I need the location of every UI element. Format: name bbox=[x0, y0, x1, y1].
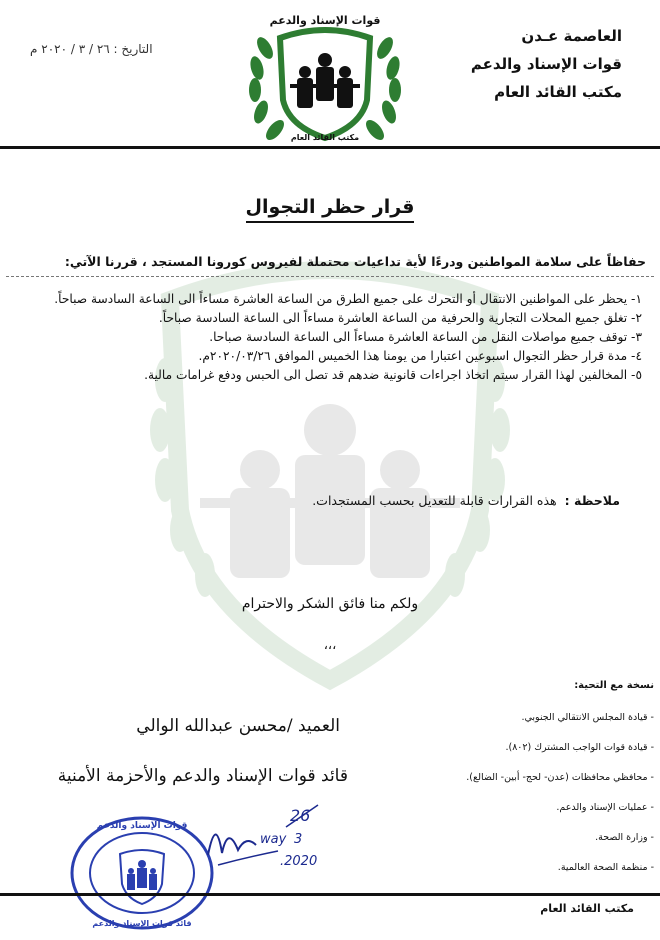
decision-item: ٣- توقف جميع مواصلات النقل من الساعة العاشرة مساءاً الى الساعة السادسة صباحا. bbox=[209, 330, 642, 344]
document-title: قرار حظر التجوال bbox=[246, 196, 415, 223]
organization-logo bbox=[235, 8, 415, 146]
closing-text: ولكم منا فائق الشكر والاحترام bbox=[241, 596, 419, 612]
svg-text:3: 3 bbox=[294, 832, 303, 847]
letterhead-block bbox=[422, 22, 622, 106]
note-text: هذه القرارات قابلة للتعديل بحسب المستجدات. bbox=[312, 493, 557, 508]
header-divider bbox=[0, 146, 660, 149]
svg-text:قائد قوات الإسناد والدعم: قائد قوات الإسناد والدعم bbox=[92, 919, 192, 928]
intro-underline bbox=[6, 276, 654, 278]
cc-item: - وزارة الصحة. bbox=[595, 832, 654, 843]
cc-list bbox=[324, 680, 654, 891]
signatory-title: قائد قوات الإسناد والدعم والأحزمة الأمنية bbox=[57, 766, 348, 786]
official-stamp bbox=[68, 814, 216, 932]
signatory-name: العميد /محسن عبدالله الوالي bbox=[136, 716, 340, 736]
footer-text: مكتب القائد العام bbox=[540, 902, 634, 915]
svg-text:.2020: .2020 bbox=[280, 854, 318, 869]
cc-item: - محافظي محافظات (عدن- لحج- أبين- الضالع). bbox=[466, 772, 654, 783]
closing-dots: ،،، bbox=[323, 638, 337, 653]
decision-item: ٢- تغلق جميع المحلات التجارية والحرفية من الساعة العاشرة مساءاً الى الساعة السادسة صباحاً. bbox=[158, 311, 642, 325]
note-label: ملاحظة : bbox=[564, 493, 620, 508]
letterhead-org: قوات الإسناد والدعم bbox=[470, 55, 622, 73]
document-title-wrap bbox=[0, 196, 660, 218]
letterhead-office: مكتب القائد العام bbox=[494, 83, 622, 101]
note-block bbox=[312, 493, 620, 508]
svg-text:way: way bbox=[260, 832, 287, 847]
document-date: التاريخ : ٢٦ / ٣ / ٢٠٢٠ م bbox=[30, 42, 153, 56]
svg-text:قوات الإسناد والدعم: قوات الإسناد والدعم bbox=[96, 821, 188, 831]
svg-text:قوات الإسناد والدعم: قوات الإسناد والدعم bbox=[269, 14, 381, 27]
letterhead-city: العاصمة عـدن bbox=[521, 27, 622, 45]
decision-item: ٥- المخالفين لهذا القرار سيتم اتخاذ اجراءات قانونية ضدهم قد تصل الى الحبس ودفع غرامات مالية. bbox=[144, 368, 642, 382]
svg-text:مكتب القائد العام: مكتب القائد العام bbox=[290, 133, 360, 142]
document-intro: حفاظاً على سلامة المواطنين ودرءًا لأية تداعيات محتملة لفيروس كورونا المستجد ، قررنا الآتي: bbox=[64, 254, 646, 269]
decision-item: ١- يحظر على المواطنين الانتقال أو التحرك على جميع الطرق من الساعة العاشرة مساءاً الى الساعة السادسة صباحاً. bbox=[54, 292, 642, 306]
cc-item: - قيادة قوات الواجب المشترك (٨٠٢). bbox=[505, 742, 654, 753]
handwritten-signature bbox=[198, 795, 338, 875]
svg-text:26: 26 bbox=[290, 806, 311, 825]
decision-item: ٤- مدة قرار حظر التجوال اسبوعين اعتبارا من يومنا هذا الخميس الموافق ٢٠٢٠/٠٣/٢٦م. bbox=[198, 349, 642, 363]
footer-divider bbox=[0, 893, 660, 896]
cc-heading: نسخة مع التحية: bbox=[574, 680, 654, 691]
cc-item: - منظمة الصحة العالمية. bbox=[557, 862, 654, 873]
cc-item: - قيادة المجلس الانتقالي الجنوبي. bbox=[521, 712, 654, 723]
cc-item: - عمليات الإسناد والدعم. bbox=[556, 802, 654, 813]
decision-list bbox=[6, 290, 642, 385]
